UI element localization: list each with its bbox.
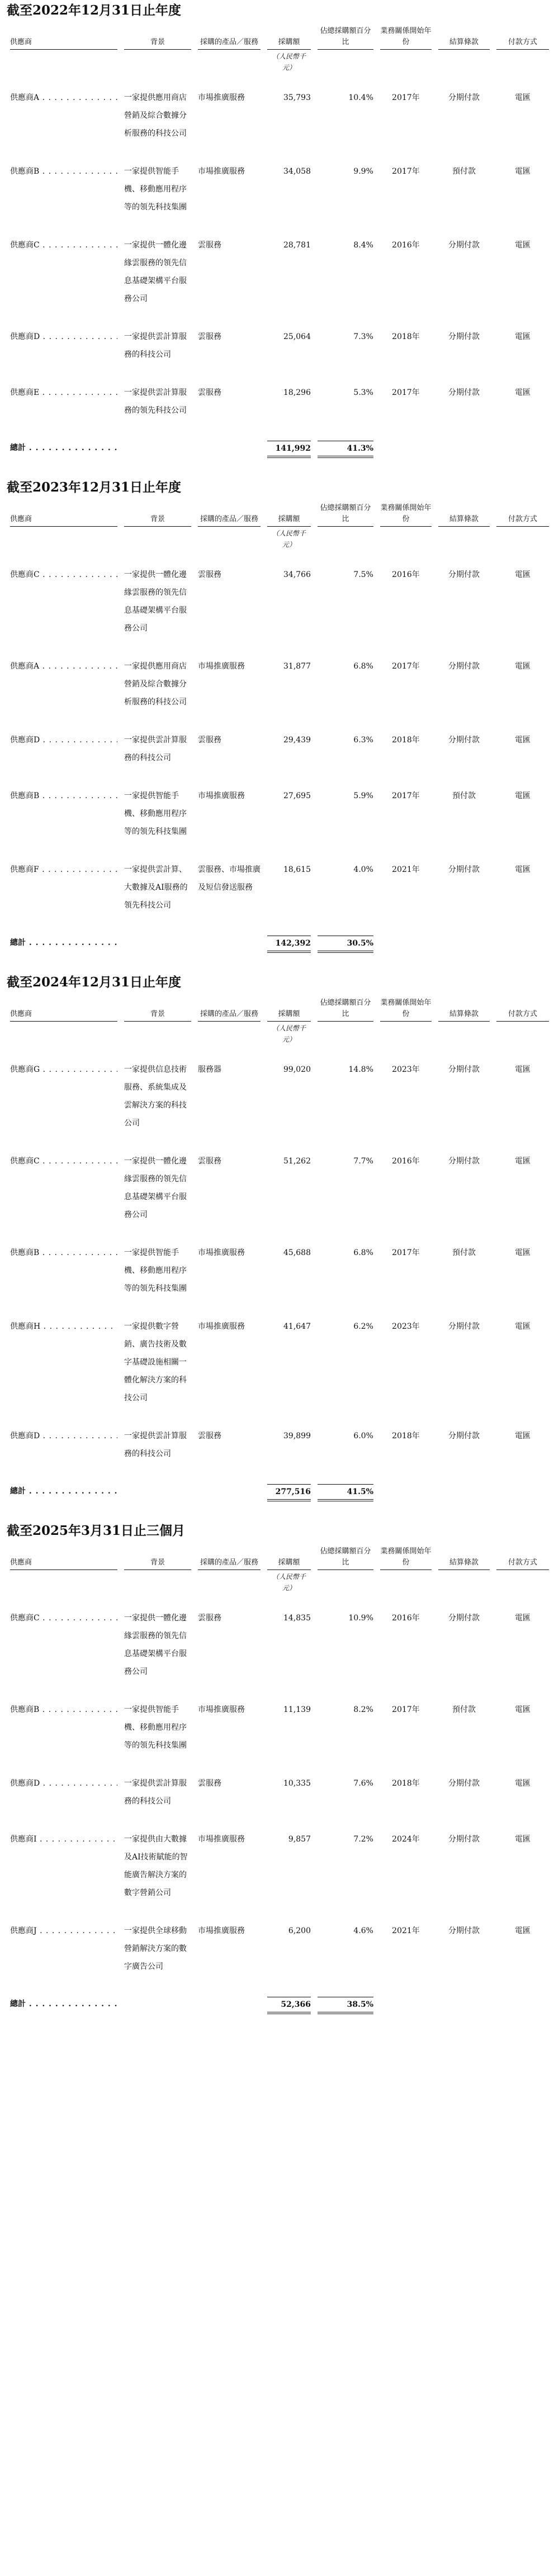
supplier-background: 一家提供雲計算服務的科技公司 — [124, 332, 187, 359]
supplier-name: 供應商G . . . — [10, 1061, 117, 1079]
supplier-background: 一家提供智能手機、移動應用程序等的領先科技集團 — [124, 1248, 187, 1293]
unit-row — [7, 1023, 552, 1061]
relationship-start-year: 2017年 — [392, 167, 420, 176]
payment-method: 電匯 — [515, 388, 530, 397]
relationship-start-year: 2017年 — [392, 93, 420, 102]
header-products: 採購的產品／服務 — [198, 514, 260, 527]
purchase-pct: 4.6% — [353, 1926, 373, 1935]
supplier-background: 一家提供智能手機、移動應用程序等的領先科技集團 — [124, 791, 187, 836]
supplier-background: 一家提供一體化邊緣雲服務的領先信息基礎架構平台服務公司 — [124, 1614, 187, 1676]
purchase-amount: 35,793 — [283, 93, 311, 102]
table-row — [7, 89, 552, 163]
supplier-table — [7, 1546, 552, 2033]
relationship-start-year: 2018年 — [392, 1432, 420, 1440]
purchase-pct: 14.8% — [348, 1065, 373, 1074]
supplier-name: 供應商B . . . — [10, 787, 117, 805]
total-label: 總計 . . . — [10, 441, 117, 455]
total-pct: 41.5% — [318, 1484, 373, 1501]
supplier-products: 雲服務、市場推廣及短信發送服務 — [198, 865, 260, 892]
purchase-amount: 28,781 — [283, 241, 311, 250]
payment-method: 電匯 — [515, 1705, 530, 1714]
payment-method: 電匯 — [515, 662, 530, 671]
purchase-pct: 7.6% — [353, 1779, 373, 1788]
purchase-pct: 6.8% — [353, 662, 373, 671]
purchase-amount: 18,615 — [283, 865, 311, 874]
supplier-products: 雲服務 — [198, 736, 221, 745]
credit-terms: 分期付款 — [448, 1779, 480, 1788]
header-background: 背景 — [124, 514, 191, 527]
period-section — [7, 972, 552, 1520]
table-row — [7, 1609, 552, 1701]
purchase-pct: 5.3% — [353, 388, 373, 397]
credit-terms: 分期付款 — [448, 1614, 480, 1623]
payment-method: 電匯 — [515, 241, 530, 250]
supplier-name: 供應商B . . . — [10, 1701, 117, 1719]
supplier-products: 雲服務 — [198, 332, 221, 341]
header-credit-terms: 結算條款 — [438, 1009, 490, 1022]
credit-terms: 分期付款 — [448, 1065, 480, 1074]
header-start-year: 業務關係開始年份 — [380, 998, 432, 1022]
purchase-amount: 10,335 — [283, 1779, 311, 1788]
supplier-products: 雲服務 — [198, 1432, 221, 1440]
supplier-name: 供應商E . . . — [10, 384, 117, 402]
header-credit-terms: 結算條款 — [438, 514, 490, 527]
total-pct: 30.5% — [318, 936, 373, 953]
unit-row — [7, 528, 552, 566]
purchase-amount: 11,139 — [283, 1705, 311, 1714]
supplier-name: 供應商H . . . — [10, 1318, 117, 1335]
supplier-background: 一家提供雲計算服務的科技公司 — [124, 1432, 187, 1458]
table-header-row — [7, 1546, 552, 1571]
total-row — [7, 1996, 552, 2033]
supplier-products: 雲服務 — [198, 1779, 221, 1788]
header-supplier: 供應商 — [10, 514, 117, 527]
relationship-start-year: 2021年 — [392, 1926, 420, 1935]
purchase-amount: 27,695 — [283, 791, 311, 800]
supplier-products: 市場推廣服務 — [198, 1926, 245, 1935]
table-row — [7, 1830, 552, 1922]
total-amount: 277,516 — [267, 1484, 311, 1501]
relationship-start-year: 2017年 — [392, 662, 420, 671]
table-row — [7, 328, 552, 384]
total-row — [7, 1483, 552, 1520]
credit-terms: 預付款 — [452, 167, 476, 176]
total-pct: 41.3% — [318, 441, 373, 458]
total-amount: 141,992 — [267, 441, 311, 458]
supplier-products: 市場推廣服務 — [198, 791, 245, 800]
credit-terms: 分期付款 — [448, 662, 480, 671]
payment-method: 電匯 — [515, 93, 530, 102]
credit-terms: 分期付款 — [448, 1926, 480, 1935]
supplier-background: 一家提供應用商店營銷及綜合數據分析服務的科技公司 — [124, 93, 187, 138]
table-row — [7, 1427, 552, 1483]
table-row — [7, 1061, 552, 1152]
purchase-pct: 4.0% — [353, 865, 373, 874]
header-products: 採購的產品／服務 — [198, 37, 260, 50]
supplier-background: 一家提供信息技術服務、系統集成及雲解決方案的科技公司 — [124, 1065, 187, 1128]
header-amount: 採購額 — [267, 37, 311, 50]
header-supplier: 供應商 — [10, 1009, 117, 1022]
relationship-start-year: 2016年 — [392, 1157, 420, 1166]
payment-method: 電匯 — [515, 570, 530, 579]
supplier-background: 一家提供數字營銷、廣告技術及數字基礎設施相關一體化解決方案的科技公司 — [124, 1322, 187, 1403]
payment-method: 電匯 — [515, 1432, 530, 1440]
supplier-name: 供應商C . . . — [10, 566, 117, 584]
section-title: 截至2024年12月31日止年度 — [7, 975, 182, 990]
relationship-start-year: 2017年 — [392, 791, 420, 800]
supplier-background: 一家提供雲計算服務的科技公司 — [124, 1779, 187, 1806]
supplier-products: 市場推廣服務 — [198, 167, 245, 176]
total-row — [7, 934, 552, 972]
relationship-start-year: 2016年 — [392, 1614, 420, 1623]
purchase-amount: 9,857 — [288, 1835, 311, 1844]
relationship-start-year: 2023年 — [392, 1065, 420, 1074]
payment-method: 電匯 — [515, 1835, 530, 1844]
credit-terms: 分期付款 — [448, 1157, 480, 1166]
supplier-background: 一家提供全球移動營銷解決方案的數字廣告公司 — [124, 1926, 187, 1971]
supplier-name: 供應商D . . . — [10, 328, 117, 346]
purchase-pct: 7.5% — [353, 570, 373, 579]
section-title: 截至2025年3月31日止三個月 — [7, 1523, 186, 1538]
purchase-amount: 34,766 — [283, 570, 311, 579]
purchase-amount: 6,200 — [288, 1926, 311, 1935]
header-pct: 佔總採購額百分比 — [318, 998, 373, 1022]
purchase-amount: 39,899 — [283, 1432, 311, 1440]
purchase-amount: 29,439 — [283, 736, 311, 745]
unit-label: （人民幣千元） — [272, 529, 306, 548]
table-header-row — [7, 26, 552, 51]
header-amount: 採購額 — [267, 1557, 311, 1570]
credit-terms: 分期付款 — [448, 736, 480, 745]
header-pct: 佔總採購額百分比 — [318, 1546, 373, 1570]
supplier-name: 供應商I . . . — [10, 1830, 117, 1848]
relationship-start-year: 2024年 — [392, 1835, 420, 1844]
purchase-amount: 99,020 — [283, 1065, 311, 1074]
purchase-amount: 45,688 — [283, 1248, 311, 1257]
relationship-start-year: 2018年 — [392, 736, 420, 745]
supplier-products: 雲服務 — [198, 241, 221, 250]
credit-terms: 預付款 — [452, 1248, 476, 1257]
period-section — [7, 477, 552, 972]
header-supplier: 供應商 — [10, 1557, 117, 1570]
table-row — [7, 384, 552, 440]
table-row — [7, 1152, 552, 1244]
total-amount: 52,366 — [267, 1997, 311, 2014]
supplier-table — [7, 998, 552, 1520]
purchase-pct: 6.2% — [353, 1322, 373, 1331]
period-section — [7, 1520, 552, 2033]
supplier-products: 雲服務 — [198, 1614, 221, 1623]
purchase-pct: 7.7% — [353, 1157, 373, 1166]
header-products: 採購的產品／服務 — [198, 1009, 260, 1022]
header-supplier: 供應商 — [10, 37, 117, 50]
unit-row — [7, 1571, 552, 1609]
purchase-amount: 31,877 — [283, 662, 311, 671]
credit-terms: 分期付款 — [448, 865, 480, 874]
relationship-start-year: 2016年 — [392, 570, 420, 579]
supplier-name: 供應商D . . . — [10, 1427, 117, 1445]
period-section — [7, 0, 552, 477]
supplier-background: 一家提供雲計算服務的科技公司 — [124, 736, 187, 762]
credit-terms: 分期付款 — [448, 570, 480, 579]
total-row — [7, 440, 552, 477]
header-amount: 採購額 — [267, 1009, 311, 1022]
total-label: 總計 . . . — [10, 1997, 117, 2011]
supplier-background: 一家提供由大數據及AI技術賦能的智能廣告解決方案的數字營銷公司 — [124, 1835, 188, 1897]
purchase-amount: 18,296 — [283, 388, 311, 397]
table-row — [7, 1701, 552, 1774]
header-start-year: 業務關係開始年份 — [380, 26, 432, 50]
payment-method: 電匯 — [515, 1926, 530, 1935]
unit-label: （人民幣千元） — [272, 53, 306, 71]
table-row — [7, 1244, 552, 1318]
supplier-name: 供應商F . . . — [10, 861, 117, 879]
payment-method: 電匯 — [515, 1614, 530, 1623]
relationship-start-year: 2017年 — [392, 1248, 420, 1257]
total-amount: 142,392 — [267, 936, 311, 953]
supplier-background: 一家提供一體化邊緣雲服務的領先信息基礎架構平台服務公司 — [124, 1157, 187, 1219]
payment-method: 電匯 — [515, 1157, 530, 1166]
supplier-background: 一家提供智能手機、移動應用程序等的領先科技集團 — [124, 1705, 187, 1750]
header-amount: 採購額 — [267, 514, 311, 527]
header-payment: 付款方式 — [496, 1557, 549, 1570]
table-row — [7, 1922, 552, 1996]
header-credit-terms: 結算條款 — [438, 1557, 490, 1570]
credit-terms: 分期付款 — [448, 93, 480, 102]
header-products: 採購的產品／服務 — [198, 1557, 260, 1570]
supplier-background: 一家提供一體化邊緣雲服務的領先信息基礎架構平台服務公司 — [124, 570, 187, 633]
unit-label: （人民幣千元） — [272, 1024, 306, 1043]
header-start-year: 業務關係開始年份 — [380, 1546, 432, 1570]
header-start-year: 業務關係開始年份 — [380, 503, 432, 527]
supplier-name: 供應商C . . . — [10, 1152, 117, 1170]
header-payment: 付款方式 — [496, 37, 549, 50]
purchase-pct: 8.4% — [353, 241, 373, 250]
supplier-background: 一家提供一體化邊緣雲服務的領先信息基礎架構平台服務公司 — [124, 241, 187, 303]
table-row — [7, 236, 552, 328]
section-title: 截至2022年12月31日止年度 — [7, 3, 182, 18]
supplier-name: 供應商C . . . — [10, 1609, 117, 1627]
supplier-background: 一家提供雲計算服務的領先科技公司 — [124, 388, 187, 415]
credit-terms: 分期付款 — [448, 241, 480, 250]
relationship-start-year: 2018年 — [392, 1779, 420, 1788]
table-header-row — [7, 998, 552, 1023]
payment-method: 電匯 — [515, 1779, 530, 1788]
supplier-name: 供應商D . . . — [10, 1774, 117, 1792]
purchase-amount: 41,647 — [283, 1322, 311, 1331]
credit-terms: 分期付款 — [448, 332, 480, 341]
supplier-products: 市場推廣服務 — [198, 93, 245, 102]
relationship-start-year: 2016年 — [392, 241, 420, 250]
supplier-name: 供應商D . . . — [10, 731, 117, 749]
total-label: 總計 . . . — [10, 1484, 117, 1499]
purchase-pct: 10.9% — [348, 1614, 373, 1623]
table-row — [7, 1318, 552, 1427]
purchase-pct: 10.4% — [348, 93, 373, 102]
purchase-pct: 7.3% — [353, 332, 373, 341]
credit-terms: 分期付款 — [448, 1432, 480, 1440]
header-background: 背景 — [124, 1557, 191, 1570]
credit-terms: 分期付款 — [448, 388, 480, 397]
unit-label: （人民幣千元） — [272, 1573, 306, 1592]
purchase-pct: 5.9% — [353, 791, 373, 800]
payment-method: 電匯 — [515, 1065, 530, 1074]
supplier-products: 市場推廣服務 — [198, 1705, 245, 1714]
supplier-name: 供應商J . . . — [10, 1922, 117, 1940]
header-background: 背景 — [124, 1009, 191, 1022]
total-pct: 38.5% — [318, 1997, 373, 2014]
total-label: 總計 . . . — [10, 936, 117, 950]
supplier-background: 一家提供智能手機、移動應用程序等的領先科技集團 — [124, 167, 187, 212]
table-row — [7, 657, 552, 731]
supplier-name: 供應商B . . . — [10, 1244, 117, 1262]
supplier-table — [7, 26, 552, 477]
credit-terms: 預付款 — [452, 1705, 476, 1714]
purchase-pct: 6.3% — [353, 736, 373, 745]
purchase-pct: 8.2% — [353, 1705, 373, 1714]
purchase-pct: 6.0% — [353, 1432, 373, 1440]
supplier-background: 一家提供應用商店營銷及綜合數據分析服務的科技公司 — [124, 662, 187, 707]
supplier-products: 市場推廣服務 — [198, 1835, 245, 1844]
supplier-background: 一家提供雲計算、大數據及AI服務的領先科技公司 — [124, 865, 188, 910]
payment-method: 電匯 — [515, 865, 530, 874]
payment-method: 電匯 — [515, 736, 530, 745]
table-row — [7, 861, 552, 934]
table-row — [7, 163, 552, 236]
supplier-products: 雲服務 — [198, 388, 221, 397]
header-background: 背景 — [124, 37, 191, 50]
purchase-pct: 9.9% — [353, 167, 373, 176]
credit-terms: 分期付款 — [448, 1322, 480, 1331]
credit-terms: 預付款 — [452, 791, 476, 800]
relationship-start-year: 2017年 — [392, 388, 420, 397]
supplier-name: 供應商A . . . — [10, 89, 117, 107]
purchase-amount: 34,058 — [283, 167, 311, 176]
payment-method: 電匯 — [515, 1248, 530, 1257]
header-payment: 付款方式 — [496, 514, 549, 527]
relationship-start-year: 2018年 — [392, 332, 420, 341]
header-pct: 佔總採購額百分比 — [318, 26, 373, 50]
payment-method: 電匯 — [515, 332, 530, 341]
supplier-table — [7, 503, 552, 972]
header-credit-terms: 結算條款 — [438, 37, 490, 50]
header-payment: 付款方式 — [496, 1009, 549, 1022]
table-row — [7, 787, 552, 861]
table-row — [7, 1774, 552, 1830]
relationship-start-year: 2021年 — [392, 865, 420, 874]
unit-row — [7, 51, 552, 89]
relationship-start-year: 2017年 — [392, 1705, 420, 1714]
table-header-row — [7, 503, 552, 528]
payment-method: 電匯 — [515, 791, 530, 800]
section-title: 截至2023年12月31日止年度 — [7, 480, 182, 495]
purchase-amount: 51,262 — [283, 1157, 311, 1166]
supplier-name: 供應商C . . . — [10, 236, 117, 254]
supplier-products: 市場推廣服務 — [198, 662, 245, 671]
purchase-amount: 25,064 — [283, 332, 311, 341]
relationship-start-year: 2023年 — [392, 1322, 420, 1331]
purchase-pct: 6.8% — [353, 1248, 373, 1257]
table-row — [7, 566, 552, 657]
purchase-pct: 7.2% — [353, 1835, 373, 1844]
supplier-name: 供應商A . . . — [10, 657, 117, 675]
purchase-amount: 14,835 — [283, 1614, 311, 1623]
supplier-products: 雲服務 — [198, 1157, 221, 1166]
payment-method: 電匯 — [515, 1322, 530, 1331]
supplier-name: 供應商B . . . — [10, 163, 117, 180]
header-pct: 佔總採購額百分比 — [318, 503, 373, 527]
supplier-products: 雲服務 — [198, 570, 221, 579]
supplier-products: 服務器 — [198, 1065, 221, 1074]
credit-terms: 分期付款 — [448, 1835, 480, 1844]
payment-method: 電匯 — [515, 167, 530, 176]
supplier-products: 市場推廣服務 — [198, 1322, 245, 1331]
table-row — [7, 731, 552, 787]
supplier-products: 市場推廣服務 — [198, 1248, 245, 1257]
